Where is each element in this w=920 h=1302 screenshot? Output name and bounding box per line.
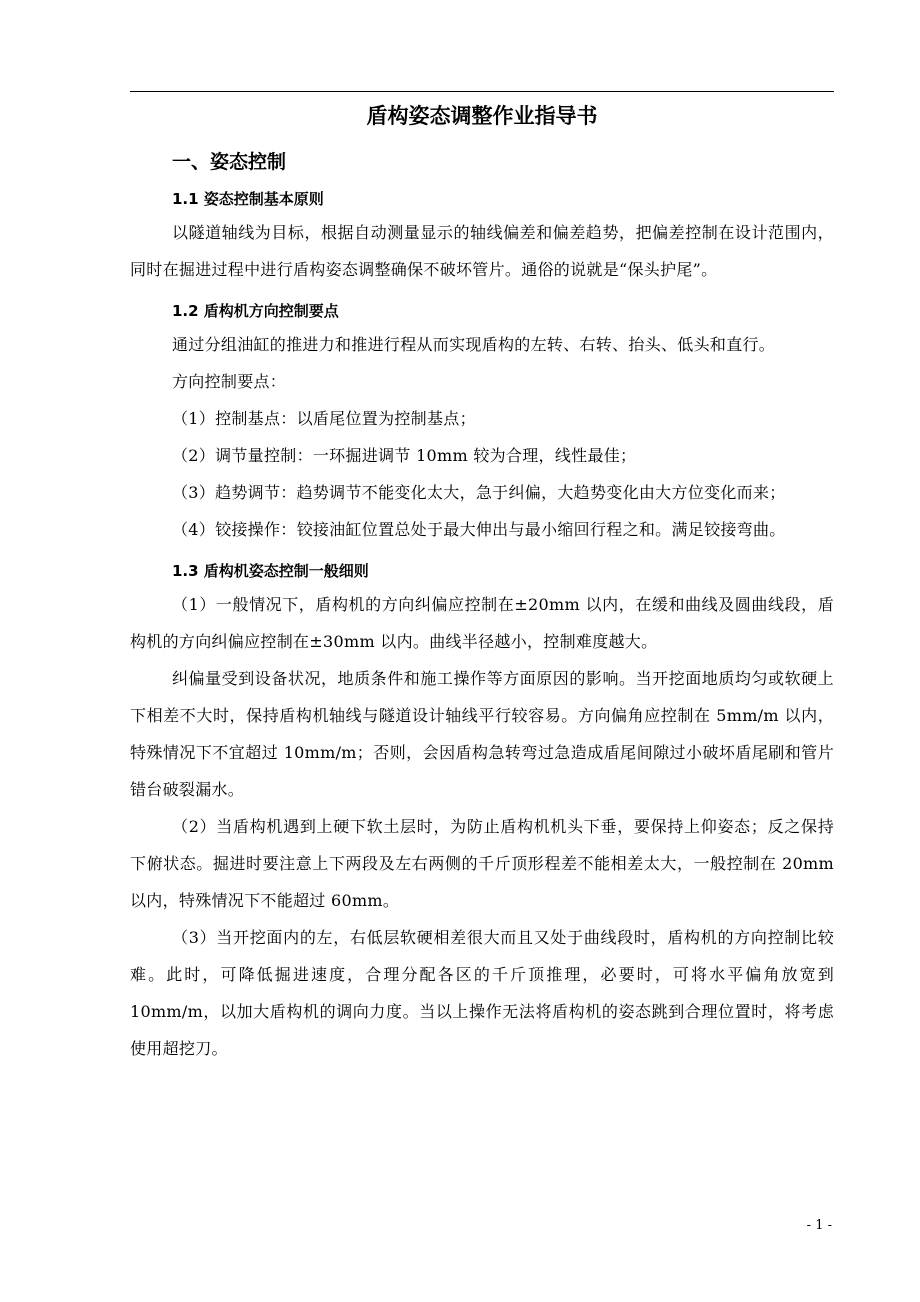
document-body bbox=[130, 140, 834, 1067]
subsection-heading-1-1: 1.1 姿态控制基本原则 bbox=[172, 190, 324, 208]
paragraph: （3）当开挖面内的左，右低层软硬相差很大而且又处于曲线段时，盾构机的方向控制比较难。此时，可降低掘进速度，合理分配各区的千斤顶推理，必要时，可将水平偏角放宽到 10mm/m，以加大盾构机的调向力度。当以上操作无法将盾构机的姿态跳到合理位置时，将考虑使用超挖刀。 bbox=[130, 928, 834, 1058]
paragraph: （2）当盾构机遇到上硬下软土层时，为防止盾构机机头下垂，要保持上仰姿态；反之保持下俯状态。掘进时要注意上下两段及左右两侧的千斤顶形程差不能相差太大，一般控制在 20mm 以内，特殊情况下不能超过 60mm。 bbox=[130, 817, 834, 910]
list-item: （2）调节量控制：一环掘进调节 10mm 较为合理，线性最佳； bbox=[172, 446, 637, 465]
list-item: （3）趋势调节：趋势调节不能变化太大，急于纠偏，大趋势变化由大方位变化而来； bbox=[172, 483, 786, 502]
paragraph: 通过分组油缸的推进力和推进行程从而实现盾构的左转、右转、抬头、低头和直行。 bbox=[172, 335, 776, 354]
paragraph: （1）一般情况下，盾构机的方向纠偏应控制在±20mm 以内，在缓和曲线及圆曲线段，盾构机的方向纠偏应控制在±30mm 以内。曲线半径越小，控制难度越大。 bbox=[130, 595, 834, 651]
subsection-heading-1-2: 1.2 盾构机方向控制要点 bbox=[172, 302, 339, 320]
list-item: （4）铰接操作：铰接油缸位置总处于最大伸出与最小缩回行程之和。满足铰接弯曲。 bbox=[172, 520, 786, 539]
section-heading-1: 一、姿态控制 bbox=[172, 151, 287, 173]
paragraph: 以隧道轴线为目标，根据自动测量显示的轴线偏差和偏差趋势，把偏差控制在设计范围内，同时在掘进过程中进行盾构姿态调整确保不破坏管片。通俗的说就是“保头护尾”。 bbox=[130, 223, 834, 279]
paragraph: 方向控制要点： bbox=[172, 372, 287, 391]
document-title: 盾构姿态调整作业指导书 bbox=[366, 104, 598, 128]
page-number: - 1 - bbox=[806, 1218, 832, 1233]
paragraph: 纠偏量受到设备状况，地质条件和施工操作等方面原因的影响。当开挖面地质均匀或软硬上下相差不大时，保持盾构机轴线与隧道设计轴线平行较容易。方向偏角应控制在 5mm/m 以内，特殊情况下不宜超过 10mm/m；否则，会因盾构急转弯过急造成盾尾间隙过小破坏盾尾刷和管片错台破裂漏水。 bbox=[130, 669, 834, 799]
list-item: （1）控制基点：以盾尾位置为控制基点； bbox=[172, 409, 476, 428]
header-rule bbox=[130, 91, 834, 92]
subsection-heading-1-3: 1.3 盾构机姿态控制一般细则 bbox=[172, 562, 369, 580]
